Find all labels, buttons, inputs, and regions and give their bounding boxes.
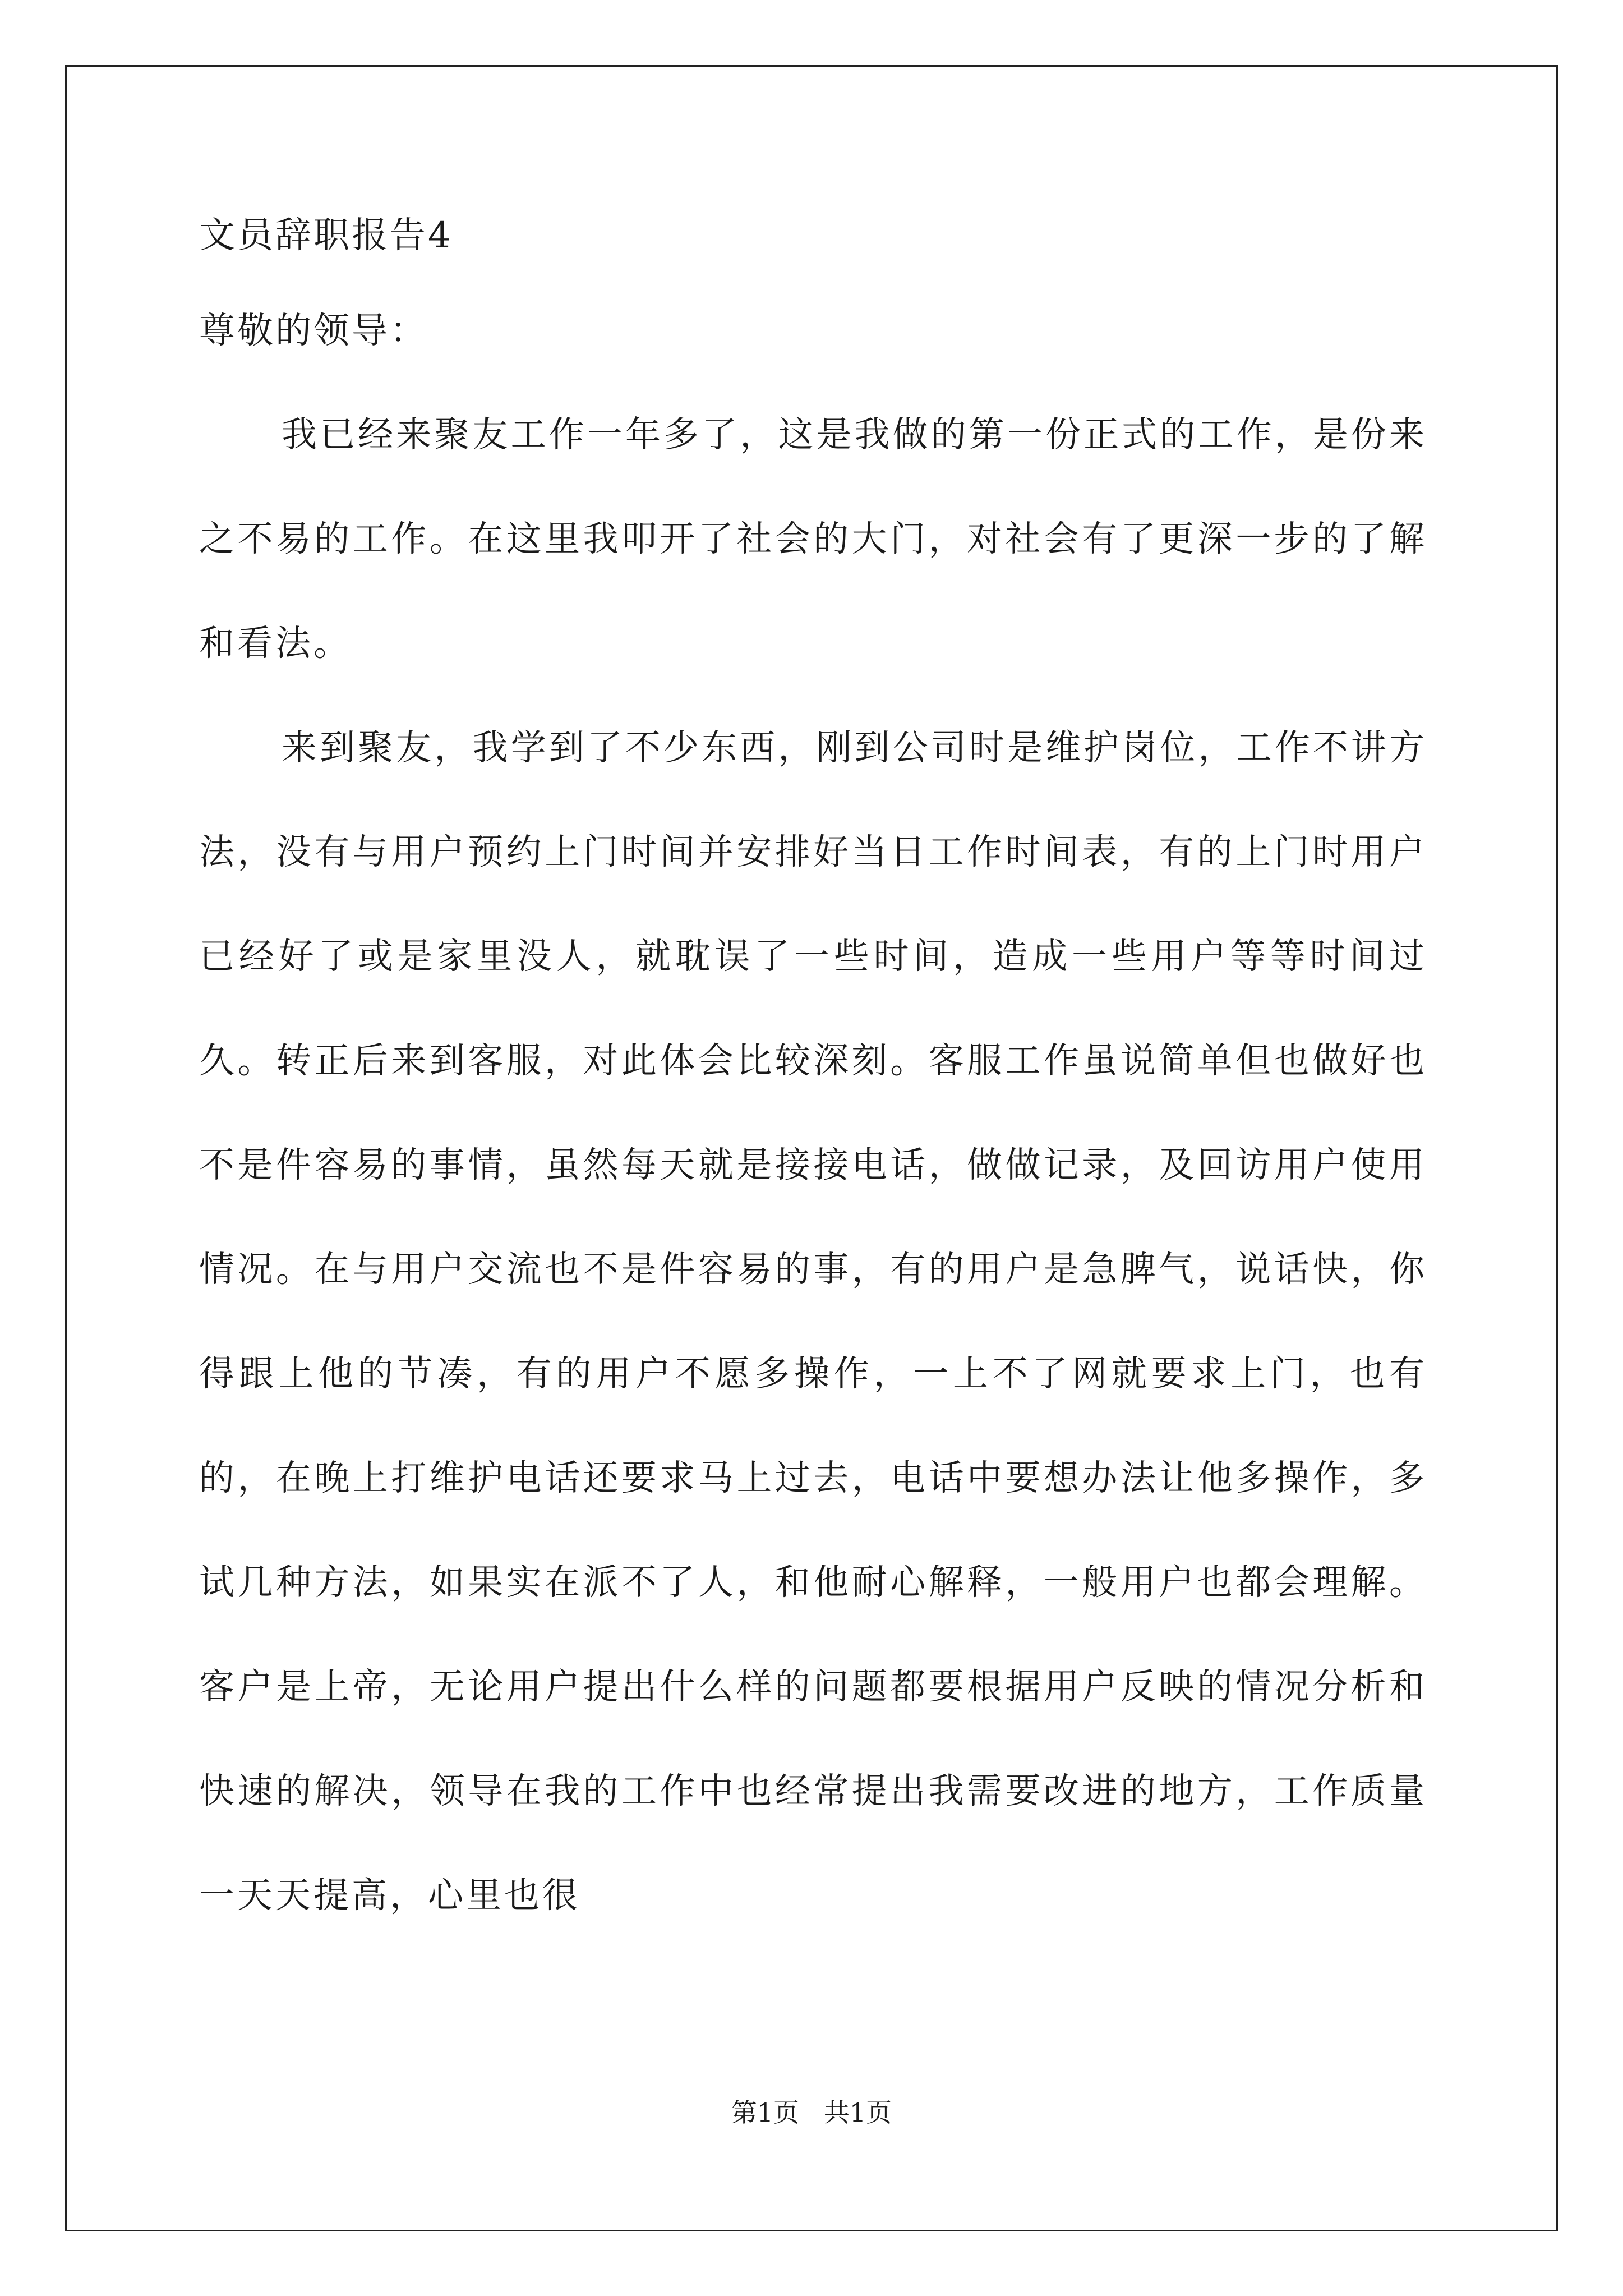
page-footer: 第1页 共1页 — [731, 2097, 892, 2128]
document-title: 文员辞职报告4 — [199, 215, 453, 256]
paragraph-1: 我已经来聚友工作一年多了，这是我做的第一份正式的工作，是份来之不易的工作。在这里我叩开了社会的大门，对社会有了更深一步的了解和看法。 — [199, 414, 1427, 664]
salutation: 尊敬的领导： — [199, 310, 428, 352]
document-body — [199, 213, 1427, 1948]
paragraph-2: 来到聚友，我学到了不少东西，刚到公司时是维护岗位，工作不讲方法，没有与用户预约上门时间并安排好当日工作时间表，有的上门时用户已经好了或是家里没人，就耽误了一些时间，造成一些用户等等时间过久。转正后来到客服，对此体会比较深刻。客服工作虽说简单但也做好也不是件容易的事情，虽然每天就是接接电话，做做记录，及回访用户使用情况。在与用户交流也不是件容易的事，有的用户是急脾气，说话快，你得跟上他的节凑，有的用户不愿多操作，一上不了网就要求上门，也有的，在晚上打维护电话还要求马上过去，电话中要想办法让他多操作，多试几种方法，如果实在派不了人，和他耐心解释，一般用户也都会理解。客户是上帝，无论用户提出什么样的问题都要根据用户反映的情况分析和快速的解决，领导在我的工作中也经常提出我需要改进的地方，工作质量一天天提高，心里也很 — [199, 727, 1427, 1916]
